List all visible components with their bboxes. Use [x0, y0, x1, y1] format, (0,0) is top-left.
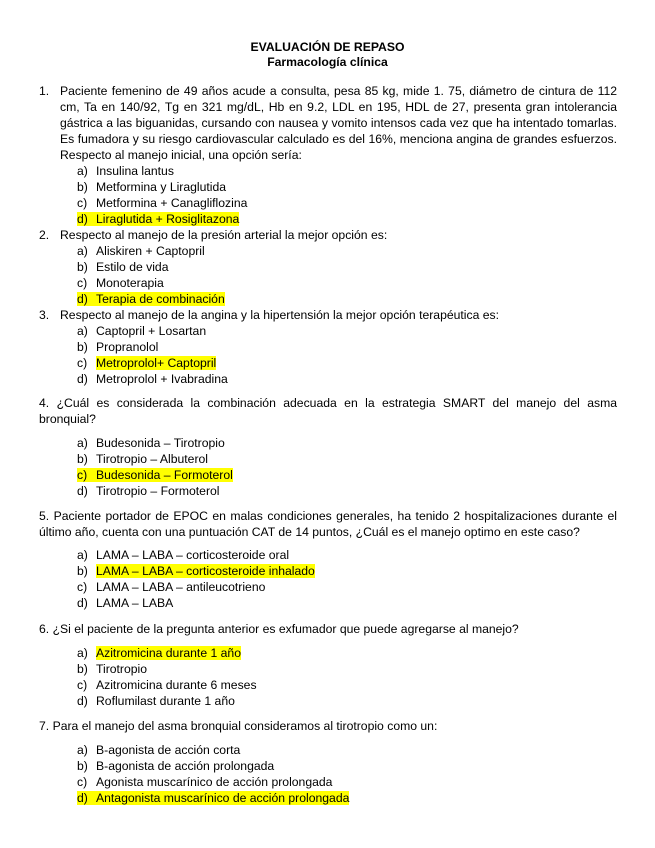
question-body: ¿Si el paciente de la pregunta anterior es exfumador que puede agregarse al manejo? — [52, 622, 519, 636]
answer-option-highlighted — [77, 563, 315, 579]
answer-option — [77, 758, 274, 774]
option-letter: b) — [77, 662, 88, 676]
option-text: Metroprolol + Ivabradina — [96, 372, 228, 386]
option-letter: d) — [77, 212, 88, 226]
question-number: 3. — [39, 308, 50, 322]
answer-option — [77, 163, 174, 179]
option-text: Estilo de vida — [96, 260, 169, 274]
option-text: Insulina lantus — [96, 164, 174, 178]
answer-option-highlighted — [77, 355, 216, 371]
option-letter: c) — [77, 356, 88, 370]
question-number: 5. — [39, 509, 50, 523]
option-text: Metformina + Canagliflozina — [96, 196, 248, 210]
answer-option — [77, 483, 220, 499]
option-text: Tirotropio – Albuterol — [96, 452, 209, 466]
answer-option-highlighted — [77, 291, 225, 307]
answer-option — [77, 693, 235, 709]
answer-option — [77, 661, 147, 677]
answer-option — [77, 179, 226, 195]
option-text: Metformina y Liraglutida — [96, 180, 227, 194]
option-letter: b) — [77, 340, 88, 354]
answer-option — [77, 579, 265, 595]
answer-option-highlighted — [77, 211, 239, 227]
answer-option — [77, 339, 158, 355]
option-letter: d) — [77, 694, 88, 708]
option-text: B-agonista de acción corta — [96, 743, 241, 757]
option-text: Metroprolol+ Captopril — [96, 356, 217, 370]
document-title: EVALUACIÓN DE REPASO — [250, 40, 405, 54]
question-number: 1. — [39, 84, 50, 98]
option-text: LAMA – LABA – corticosteroide oral — [96, 548, 290, 562]
answer-option — [77, 774, 332, 790]
question-text — [39, 508, 617, 540]
option-text: Budesonida – Tirotropio — [96, 436, 225, 450]
option-text: Agonista muscarínico de acción prolongada — [96, 775, 333, 789]
option-text: LAMA – LABA – corticosteroide inhalado — [96, 564, 315, 578]
option-letter: d) — [77, 372, 88, 386]
answer-option — [77, 742, 240, 758]
answer-option — [77, 595, 173, 611]
option-letter: a) — [77, 436, 88, 450]
question-body: Paciente portador de EPOC en malas condiciones generales, ha tenido 2 hospitalizaciones durante el último año, cuenta con una puntuación CAT de 14 puntos, ¿Cuál es el manejo optimo en este caso? — [39, 509, 618, 539]
document-subtitle: Farmacología clínica — [267, 55, 388, 69]
option-text: Propranolol — [96, 340, 159, 354]
option-text: Azitromicina durante 1 año — [96, 646, 241, 660]
option-text: Azitromicina durante 6 meses — [96, 678, 257, 692]
option-letter: a) — [77, 743, 88, 757]
answer-option — [77, 195, 247, 211]
option-text: Tirotropio – Formoterol — [96, 484, 220, 498]
question-number: 7. — [39, 719, 50, 733]
option-letter: c) — [77, 196, 88, 210]
option-letter: b) — [77, 180, 88, 194]
answer-option-highlighted — [77, 467, 233, 483]
question-text — [39, 621, 617, 637]
question-number: 6. — [39, 622, 50, 636]
option-letter: c) — [77, 775, 88, 789]
answer-option — [77, 323, 206, 339]
answer-option — [77, 259, 169, 275]
option-letter: b) — [77, 759, 88, 773]
answer-option — [77, 677, 257, 693]
option-letter: c) — [77, 276, 88, 290]
option-text: Captopril + Losartan — [96, 324, 207, 338]
option-letter: c) — [77, 678, 88, 692]
option-text: Roflumilast durante 1 año — [96, 694, 235, 708]
question-text — [39, 395, 617, 427]
option-letter: b) — [77, 564, 88, 578]
option-letter: a) — [77, 646, 88, 660]
answer-option — [77, 371, 228, 387]
question-body: ¿Cuál es considerada la combinación adecuada en la estrategia SMART del manejo del asma bronquial? — [39, 396, 617, 426]
question-body: Para el manejo del asma bronquial consideramos al tirotropio como un: — [52, 719, 438, 733]
option-text: Monoterapia — [96, 276, 164, 290]
option-text: Aliskiren + Captopril — [96, 244, 205, 258]
option-letter: b) — [77, 452, 88, 466]
option-letter: a) — [77, 164, 88, 178]
question-text: Paciente femenino de 49 años acude a consulta, pesa 85 kg, mide 1. 75, diámetro de cintura de 112 cm, Ta en 140/92, Tg en 321 mg/dL, Hb en 9.2, LDL en 195, HDL de 27, presenta gran intolerancia gástrica a las biguanidas, cursando con nausea y vomito intensos cada vez que ha intentado tomarlas. Es fumadora y su riesgo cardiovascular calculado es del 16%, menciona angina de grandes esfuerzos. Respecto al manejo inicial, una opción sería: — [60, 84, 617, 162]
option-text: LAMA – LABA — [96, 596, 174, 610]
option-letter: d) — [77, 484, 88, 498]
question-text — [39, 718, 617, 734]
option-letter: a) — [77, 244, 88, 258]
option-text: Antagonista muscarínico de acción prolongada — [96, 791, 350, 805]
option-letter: b) — [77, 260, 88, 274]
option-text: Tirotropio — [96, 662, 148, 676]
answer-option — [77, 451, 208, 467]
answer-option — [77, 547, 289, 563]
option-letter: d) — [77, 596, 88, 610]
option-text: Terapia de combinación — [96, 292, 225, 306]
option-letter: d) — [77, 292, 88, 306]
option-letter: d) — [77, 791, 88, 805]
option-text: B-agonista de acción prolongada — [96, 759, 275, 773]
option-letter: a) — [77, 548, 88, 562]
answer-option — [77, 275, 164, 291]
question-text: Respecto al manejo de la presión arterial la mejor opción es: — [60, 228, 388, 242]
answer-option-highlighted — [77, 645, 241, 661]
option-text: Budesonida – Formoterol — [96, 468, 233, 482]
answer-option — [77, 435, 225, 451]
option-letter: c) — [77, 468, 88, 482]
option-text: LAMA – LABA – antileucotrieno — [96, 580, 266, 594]
answer-option — [77, 243, 205, 259]
option-letter: c) — [77, 580, 88, 594]
option-letter: a) — [77, 324, 88, 338]
question-text: Respecto al manejo de la angina y la hipertensión la mejor opción terapéutica es: — [60, 308, 500, 322]
question-number: 2. — [39, 228, 50, 242]
answer-option-highlighted — [77, 790, 349, 806]
option-text: Liraglutida + Rosiglitazona — [96, 212, 240, 226]
question-number: 4. — [39, 396, 50, 410]
